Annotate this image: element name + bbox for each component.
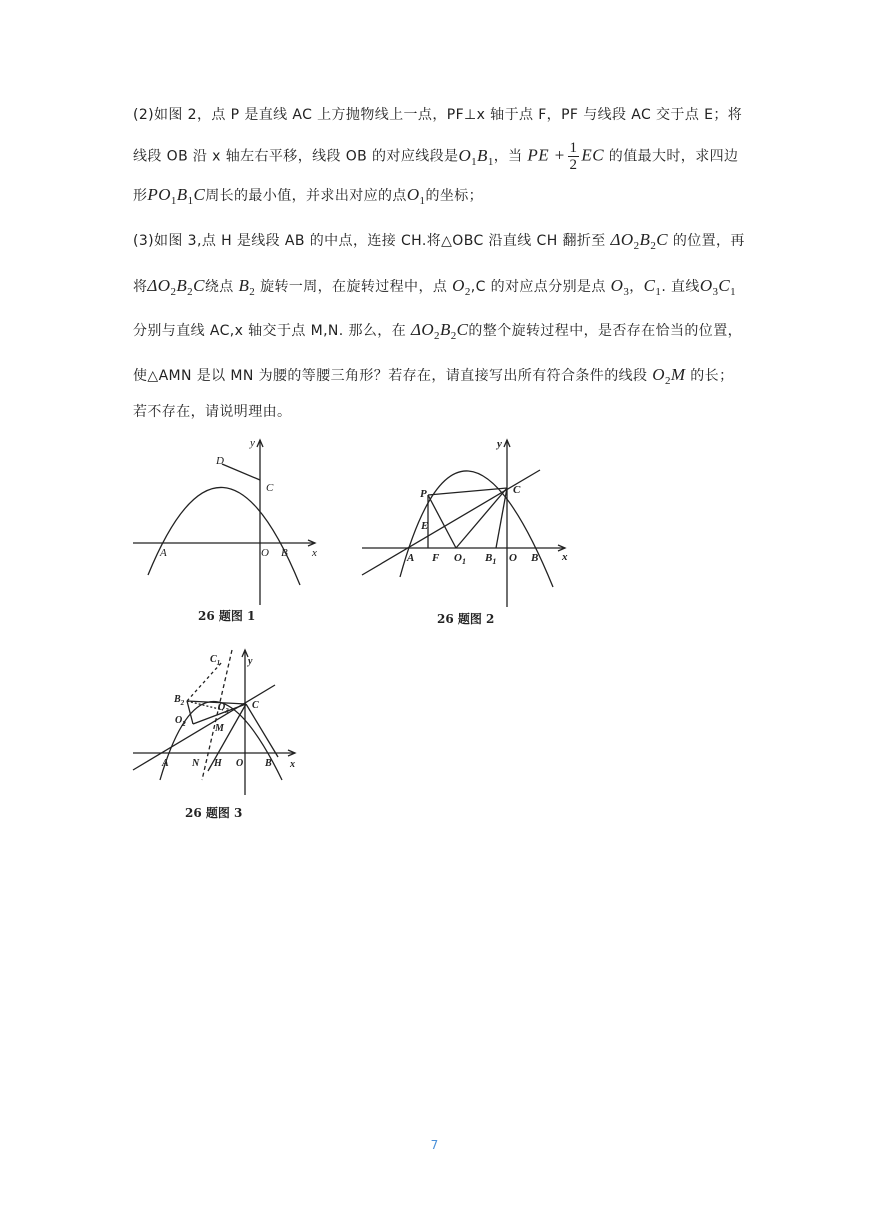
point-o1: $O_1$ bbox=[406, 185, 426, 207]
label-o: O bbox=[261, 547, 269, 559]
part3-text: 若不存在，请说明理由。 bbox=[133, 404, 292, 420]
part3-line1 bbox=[133, 230, 753, 256]
label-x: x bbox=[290, 759, 295, 770]
point-c1: $C_1$ bbox=[643, 276, 662, 298]
part2-line3 bbox=[133, 185, 753, 211]
label-c: C bbox=[513, 484, 521, 496]
label-c1: $C_1$ bbox=[210, 654, 221, 667]
figure-3-caption: 26 题图 3 bbox=[185, 806, 243, 820]
label-f: F bbox=[432, 552, 440, 564]
parabola bbox=[148, 487, 300, 585]
label-p: P bbox=[420, 488, 427, 500]
label-b1: $B_1$ bbox=[485, 552, 497, 566]
label-o1: $O_1$ bbox=[454, 552, 466, 566]
label-x: x bbox=[312, 547, 317, 559]
label-e: E bbox=[421, 520, 429, 532]
segment-o2m: $O_2M$ bbox=[652, 365, 686, 387]
segment-b2c1-dashed bbox=[187, 662, 222, 701]
label-o3: $O_3$ bbox=[218, 702, 229, 715]
part2-text: 的坐标； bbox=[425, 188, 484, 204]
segment-pc bbox=[428, 488, 507, 495]
part2-text: 线段 OB 沿 x 轴左右平移，线段 OB 的对应线段是 bbox=[133, 148, 459, 165]
label-b: B bbox=[531, 552, 539, 564]
figure-1 bbox=[130, 430, 330, 630]
page-number: 7 bbox=[430, 1138, 439, 1152]
triangle-o2b2c: $\Delta O_2B_2C$ bbox=[147, 276, 205, 298]
figure-2-caption: 26 题图 2 bbox=[437, 612, 495, 626]
label-y: y bbox=[250, 437, 255, 449]
expression-pe: PE + bbox=[527, 145, 566, 165]
part2-text: (2)如图 2，点 P 是直线 AC 上方抛物线上一点，PF⊥x 轴于点 F，PF 与线段 AC 交于点 E；将 bbox=[133, 107, 743, 123]
part3-text: 的位置，再 bbox=[672, 233, 745, 249]
part3-line4 bbox=[133, 365, 753, 391]
part3-text: (3)如图 3,点 H 是线段 AB 的中点，连接 CH.将△OBC 沿直线 CH 翻折至 bbox=[133, 233, 606, 249]
part3-text: . 直线 bbox=[661, 279, 700, 295]
line-o3c1: $O_3C_1$ bbox=[699, 276, 737, 298]
part3-line3 bbox=[133, 320, 753, 346]
label-o2: $O_2$ bbox=[175, 715, 186, 728]
figure-2 bbox=[360, 435, 575, 635]
part3-line2 bbox=[133, 276, 753, 302]
segment-bc bbox=[246, 704, 278, 757]
part3-text: 旋转一周，在旋转过程中，点 bbox=[260, 279, 448, 295]
label-b: B bbox=[265, 758, 272, 769]
part3-text: 的长； bbox=[690, 368, 734, 384]
label-a: A bbox=[160, 547, 167, 559]
part2-text: 形 bbox=[133, 188, 148, 204]
segment-dc bbox=[222, 464, 260, 480]
figure-1-caption: 26 题图 1 bbox=[198, 609, 256, 623]
part2-line2 bbox=[133, 140, 753, 175]
part3-text: ， bbox=[629, 279, 644, 295]
part3-text: 绕点 bbox=[204, 279, 234, 295]
segment-b1c bbox=[496, 488, 507, 548]
label-b2: $B_2$ bbox=[174, 694, 185, 707]
part3-line5 bbox=[133, 402, 753, 422]
part3-text: 分别与直线 AC,x 轴交于点 M,N. 那么，在 bbox=[133, 323, 407, 339]
expression-ec: EC bbox=[581, 145, 604, 165]
triangle-o2b2c: $\Delta O_2B_2C$ bbox=[410, 320, 469, 342]
part2-line1 bbox=[133, 105, 753, 125]
label-y: y bbox=[248, 656, 253, 667]
label-c: C bbox=[266, 482, 274, 494]
quad-po1b1c: $PO_1B_1C$ bbox=[147, 185, 206, 207]
part3-text: 的整个旋转过程中，是否存在恰当的位置， bbox=[468, 323, 742, 339]
line-ac bbox=[133, 685, 275, 770]
label-b: B bbox=[281, 547, 288, 559]
figure-3 bbox=[130, 640, 310, 845]
label-m: M bbox=[215, 723, 224, 734]
triangle-o2b2c: $\Delta O_2B_2C$ bbox=[610, 230, 668, 252]
label-y: y bbox=[497, 438, 502, 450]
label-x: x bbox=[562, 551, 568, 563]
label-n: N bbox=[192, 758, 200, 769]
part2-text: 的值最大时，求四边 bbox=[608, 148, 739, 165]
part2-text: 周长的最小值，并求出对应的点 bbox=[205, 188, 407, 204]
part2-text: ，当 bbox=[493, 148, 523, 165]
part3-text: ,C 的对应点分别是点 bbox=[470, 279, 606, 295]
label-a: A bbox=[162, 758, 169, 769]
point-o2: $O_2$ bbox=[452, 276, 471, 298]
label-h: H bbox=[214, 758, 222, 769]
label-c: C bbox=[252, 700, 259, 711]
point-b2: $B_2$ bbox=[238, 276, 256, 298]
label-o: O bbox=[236, 758, 244, 769]
label-o: O bbox=[509, 552, 517, 564]
part3-text: 将 bbox=[133, 279, 148, 295]
point-o3: $O_3$ bbox=[610, 276, 630, 298]
part3-text: 使△AMN 是以 MN 为腰的等腰三角形？若存在，请直接写出所有符合条件的线段 bbox=[133, 368, 648, 384]
label-d: D bbox=[216, 455, 224, 467]
segment-o1b1: $O_1B_1$ bbox=[458, 145, 494, 168]
label-a: A bbox=[407, 552, 415, 564]
segment-o1c bbox=[456, 488, 507, 548]
fraction-half: $\frac{1}{2}$ bbox=[569, 140, 578, 173]
